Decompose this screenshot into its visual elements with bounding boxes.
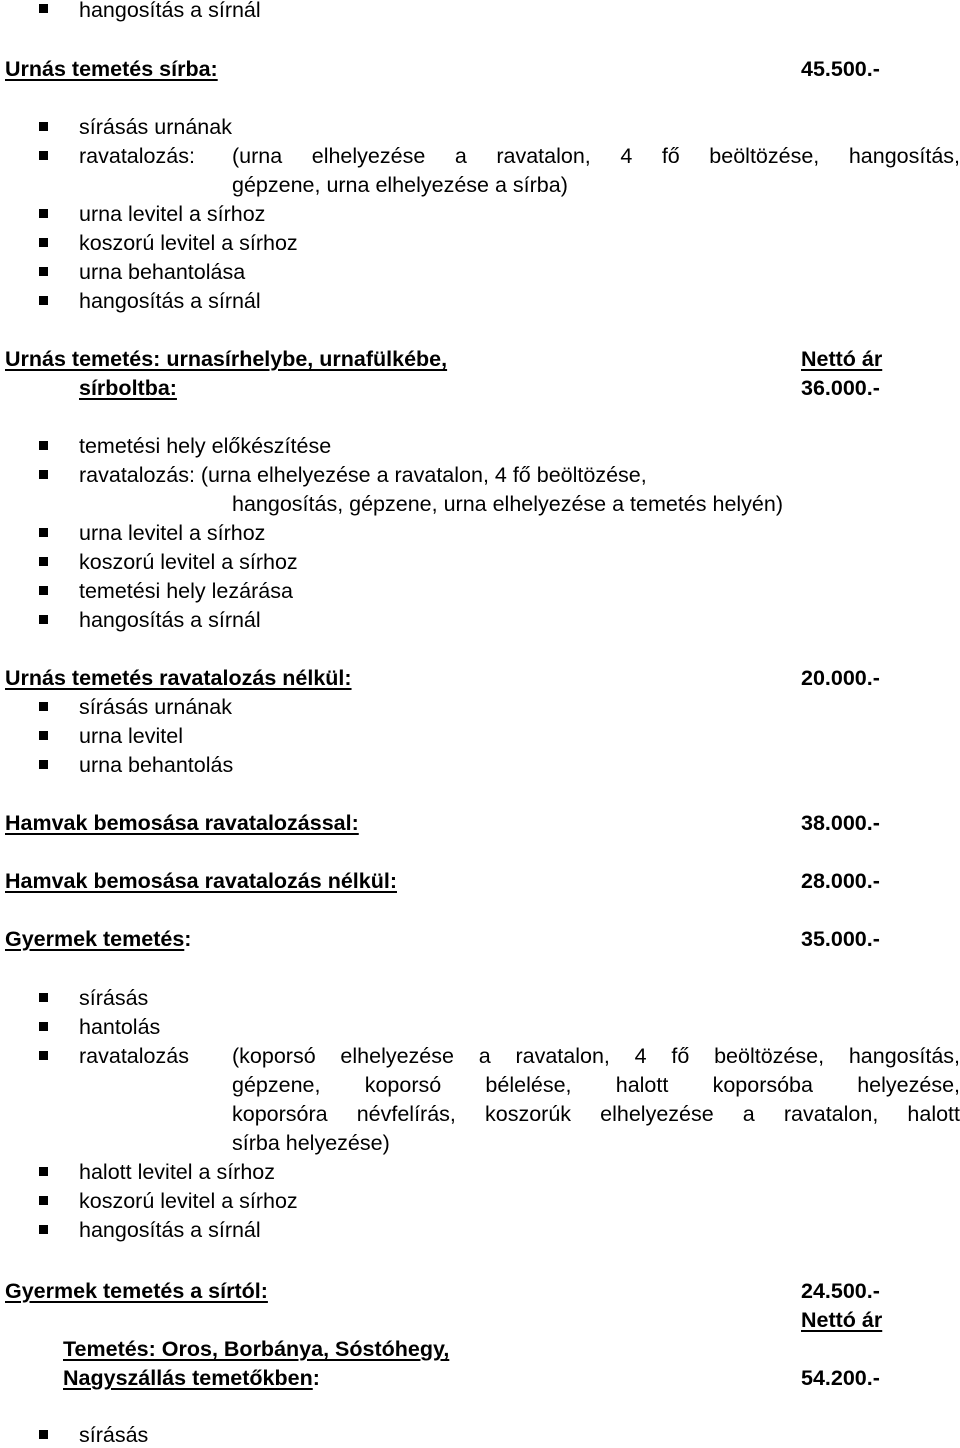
section-title: Hamvak bemosása ravatalozás nélkül: bbox=[5, 869, 397, 893]
bullet-icon bbox=[39, 296, 48, 305]
bullet-icon bbox=[39, 267, 48, 276]
bullet-icon bbox=[39, 1022, 48, 1031]
bullet-icon bbox=[39, 702, 48, 711]
bullet-icon bbox=[39, 615, 48, 624]
list-item: sírásás urnának bbox=[79, 115, 232, 139]
bullet-icon bbox=[39, 441, 48, 450]
list-item: urna levitel bbox=[79, 724, 183, 748]
list-item-detail: gépzene, koporsó bélelése, halott koporsóba helyezése, bbox=[232, 1073, 960, 1097]
list-item-detail: koporsóra névfelírás, koszorúk elhelyezése a ravatalon, halott bbox=[232, 1102, 960, 1126]
list-item: ravatalozás: bbox=[79, 144, 195, 168]
section-title-colon: : bbox=[184, 927, 192, 951]
list-item: halott levitel a sírhoz bbox=[79, 1160, 275, 1184]
list-item: ravatalozás: (urna elhelyezése a ravatalon, 4 fő beöltözése, bbox=[79, 463, 647, 487]
bullet-icon bbox=[39, 1430, 48, 1439]
section-title-cont bbox=[63, 1365, 320, 1391]
list-item-detail: (koporsó elhelyezése a ravatalon, 4 fő beöltözése, hangosítás, bbox=[232, 1044, 960, 1068]
list-item: temetési hely lezárása bbox=[79, 579, 293, 603]
list-item: hangosítás a sírnál bbox=[79, 608, 261, 632]
bullet-icon bbox=[39, 1196, 48, 1205]
bullet-icon bbox=[39, 760, 48, 769]
section-title-cont: sírboltba: bbox=[79, 376, 177, 400]
list-item: sírásás urnának bbox=[79, 695, 232, 719]
section-title: Gyermek temetés a sírtól: bbox=[5, 1279, 268, 1303]
price: 54.200.- bbox=[801, 1366, 880, 1390]
list-item: hangosítás a sírnál bbox=[79, 1218, 261, 1242]
list-item: koszorú levitel a sírhoz bbox=[79, 231, 298, 255]
bullet-icon bbox=[39, 1051, 48, 1060]
price: 45.500.- bbox=[801, 57, 880, 81]
section-title: Urnás temetés sírba: bbox=[5, 57, 218, 81]
list-item: hangosítás a sírnál bbox=[79, 0, 261, 22]
bullet-icon bbox=[39, 122, 48, 131]
section-title: Urnás temetés ravatalozás nélkül: bbox=[5, 666, 352, 690]
list-item: urna behantolása bbox=[79, 260, 246, 284]
list-item: hantolás bbox=[79, 1015, 161, 1039]
bullet-icon bbox=[39, 731, 48, 740]
bullet-icon bbox=[39, 993, 48, 1002]
bullet-icon bbox=[39, 528, 48, 537]
list-item-detail: (urna elhelyezése a ravatalon, 4 fő beöltözése, hangosítás, bbox=[232, 144, 960, 168]
list-item: ravatalozás bbox=[79, 1044, 189, 1068]
price: 20.000.- bbox=[801, 666, 880, 690]
list-item: temetési hely előkészítése bbox=[79, 434, 332, 458]
list-item: sírásás bbox=[79, 1423, 149, 1447]
bullet-icon bbox=[39, 586, 48, 595]
list-item: urna behantolás bbox=[79, 753, 234, 777]
price: 35.000.- bbox=[801, 927, 880, 951]
bullet-icon bbox=[39, 4, 48, 13]
section-title: Urnás temetés: urnasírhelybe, urnafülkébe, bbox=[5, 347, 448, 371]
bullet-icon bbox=[39, 151, 48, 160]
list-item-detail: sírba helyezése) bbox=[232, 1131, 390, 1155]
price: 24.500.- bbox=[801, 1279, 880, 1303]
section-title: Hamvak bemosása ravatalozással: bbox=[5, 811, 359, 835]
list-item: koszorú levitel a sírhoz bbox=[79, 550, 298, 574]
section-title-colon: : bbox=[312, 1366, 320, 1390]
list-item-detail: hangosítás, gépzene, urna elhelyezése a temetés helyén) bbox=[232, 492, 784, 516]
bullet-icon bbox=[39, 557, 48, 566]
section-title bbox=[5, 926, 191, 952]
list-item: koszorú levitel a sírhoz bbox=[79, 1189, 298, 1213]
price: 28.000.- bbox=[801, 869, 880, 893]
price: 36.000.- bbox=[801, 376, 880, 400]
list-item: sírásás bbox=[79, 986, 149, 1010]
net-price-label: Nettó ár bbox=[801, 347, 883, 371]
section-title-underlined: Nagyszállás temetőkben bbox=[63, 1366, 313, 1390]
section-title: Temetés: Oros, Borbánya, Sóstóhegy, bbox=[63, 1337, 450, 1361]
bullet-icon bbox=[39, 1225, 48, 1234]
bullet-icon bbox=[39, 209, 48, 218]
bullet-icon bbox=[39, 1167, 48, 1176]
price: 38.000.- bbox=[801, 811, 880, 835]
list-item-detail: gépzene, urna elhelyezése a sírba) bbox=[232, 173, 568, 197]
bullet-icon bbox=[39, 470, 48, 479]
list-item: hangosítás a sírnál bbox=[79, 289, 261, 313]
bullet-icon bbox=[39, 238, 48, 247]
net-price-label: Nettó ár bbox=[801, 1308, 883, 1332]
list-item: urna levitel a sírhoz bbox=[79, 202, 266, 226]
list-item: urna levitel a sírhoz bbox=[79, 521, 266, 545]
section-title-underlined: Gyermek temetés bbox=[5, 927, 185, 951]
